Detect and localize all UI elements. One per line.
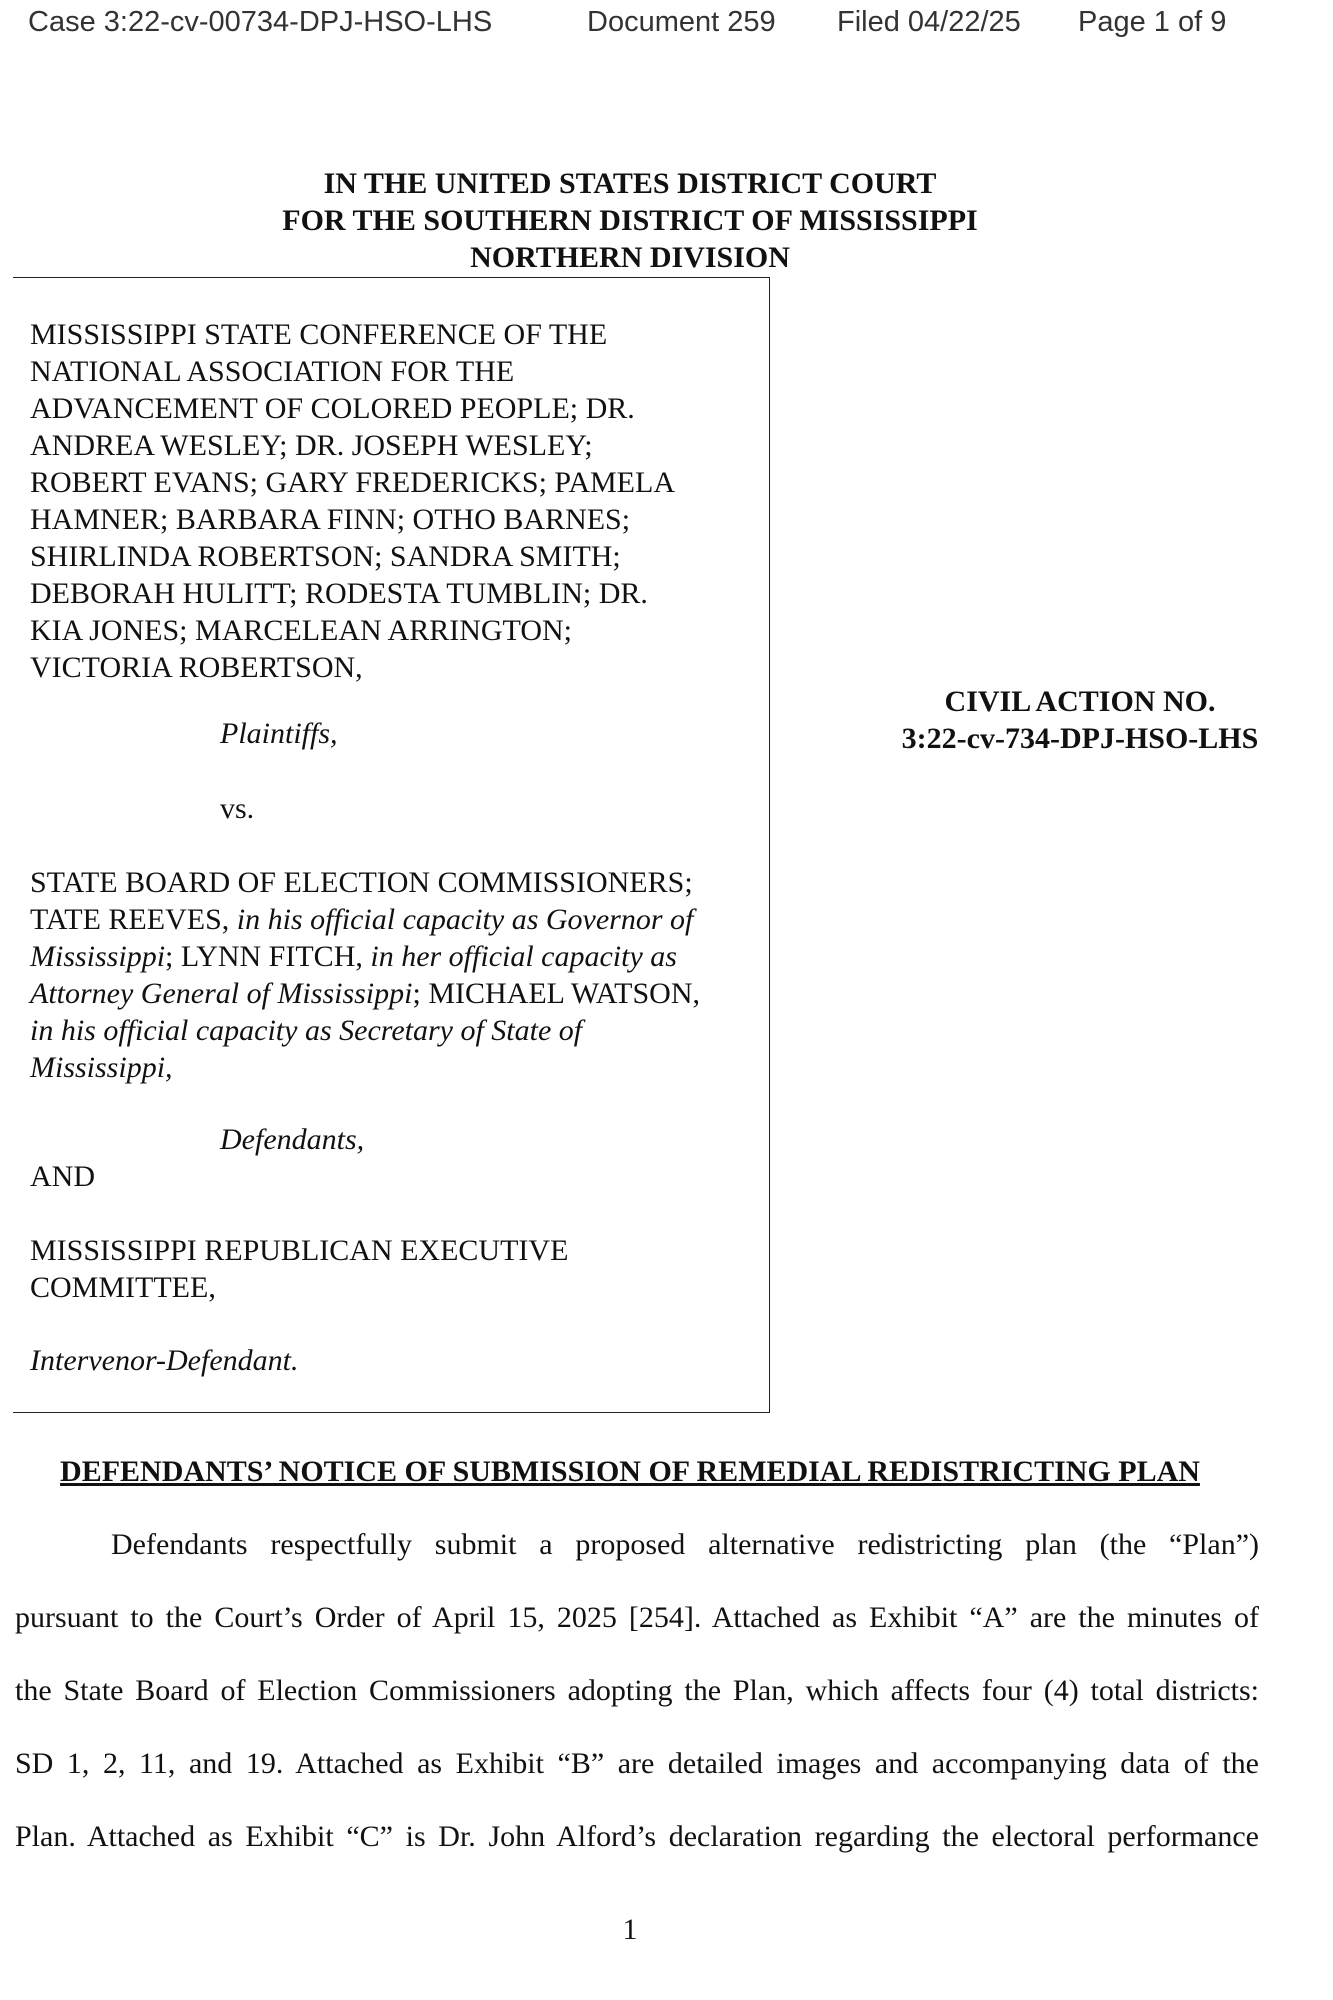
filed-date: Filed 04/22/25: [837, 6, 1021, 38]
plaintiffs-role: Plaintiffs,: [220, 717, 338, 750]
court-line-2: FOR THE SOUTHERN DISTRICT OF MISSISSIPPI: [282, 204, 978, 237]
intervenor-line: COMMITTEE,: [30, 1271, 216, 1304]
versus-label: vs.: [220, 792, 255, 825]
body-line: Defendants respectfully submit a proposed alternative redistricting plan (the “Plan”): [111, 1528, 1259, 1561]
defendants-line: Mississippi; LYNN FITCH, in her official capacity as: [30, 940, 677, 973]
ecf-header: [28, 6, 1308, 42]
document-title: DEFENDANTS’ NOTICE OF SUBMISSION OF REMEDIAL REDISTRICTING PLAN: [60, 1455, 1200, 1488]
defendants-line: STATE BOARD OF ELECTION COMMISSIONERS;: [30, 866, 693, 899]
civil-action-number: [850, 683, 1310, 757]
defendants-line: in his official capacity as Secretary of State of: [30, 1014, 583, 1047]
plaintiffs-line: MISSISSIPPI STATE CONFERENCE OF THE: [30, 318, 608, 351]
intervenor-role: Intervenor-Defendant.: [30, 1344, 299, 1377]
plaintiffs-line: VICTORIA ROBERTSON,: [30, 651, 363, 684]
body-line: pursuant to the Court’s Order of April 15, 2025 [254]. Attached as Exhibit “A” are the minutes of: [15, 1601, 1259, 1634]
body-line: the State Board of Election Commissioners adopting the Plan, which affects four (4) total districts:: [15, 1674, 1259, 1707]
defendants-role: Defendants,: [220, 1123, 365, 1156]
intervenor-line: MISSISSIPPI REPUBLICAN EXECUTIVE: [30, 1234, 569, 1267]
body-line: SD 1, 2, 11, and 19. Attached as Exhibit “B” are detailed images and accompanying data of the: [15, 1747, 1259, 1780]
document-number: Document 259: [587, 6, 776, 38]
civil-action-value: 3:22-cv-734-DPJ-HSO-LHS: [901, 722, 1259, 755]
page-number: 1: [622, 1913, 638, 1946]
intervenor-names: [30, 1232, 568, 1306]
plaintiffs-line: DEBORAH HULITT; RODESTA TUMBLIN; DR.: [30, 577, 648, 610]
plaintiffs-line: ROBERT EVANS; GARY FREDERICKS; PAMELA: [30, 466, 675, 499]
plaintiffs-names: [30, 316, 675, 686]
civil-action-label: CIVIL ACTION NO.: [944, 685, 1216, 718]
plaintiffs-line: HAMNER; BARBARA FINN; OTHO BARNES;: [30, 503, 631, 536]
defendants-line: Attorney General of Mississippi; MICHAEL WATSON,: [30, 977, 700, 1010]
body-line: Plan. Attached as Exhibit “C” is Dr. John Alford’s declaration regarding the electoral performance: [15, 1820, 1259, 1853]
court-line-3: NORTHERN DIVISION: [470, 241, 790, 274]
page-indicator: Page 1 of 9: [1078, 6, 1227, 38]
court-line-1: IN THE UNITED STATES DISTRICT COURT: [323, 167, 937, 200]
defendants-names: [30, 864, 700, 1086]
plaintiffs-line: ANDREA WESLEY; DR. JOSEPH WESLEY;: [30, 429, 593, 462]
plaintiffs-line: NATIONAL ASSOCIATION FOR THE: [30, 355, 515, 388]
defendants-line: TATE REEVES, in his official capacity as Governor of: [30, 903, 694, 936]
court-heading: [0, 165, 1260, 276]
case-number: Case 3:22-cv-00734-DPJ-HSO-LHS: [28, 6, 493, 38]
plaintiffs-line: SHIRLINDA ROBERTSON; SANDRA SMITH;: [30, 540, 621, 573]
and-label: AND: [30, 1160, 95, 1193]
defendants-line: Mississippi,: [30, 1051, 173, 1084]
plaintiffs-line: ADVANCEMENT OF COLORED PEOPLE; DR.: [30, 392, 635, 425]
plaintiffs-line: KIA JONES; MARCELEAN ARRINGTON;: [30, 614, 572, 647]
